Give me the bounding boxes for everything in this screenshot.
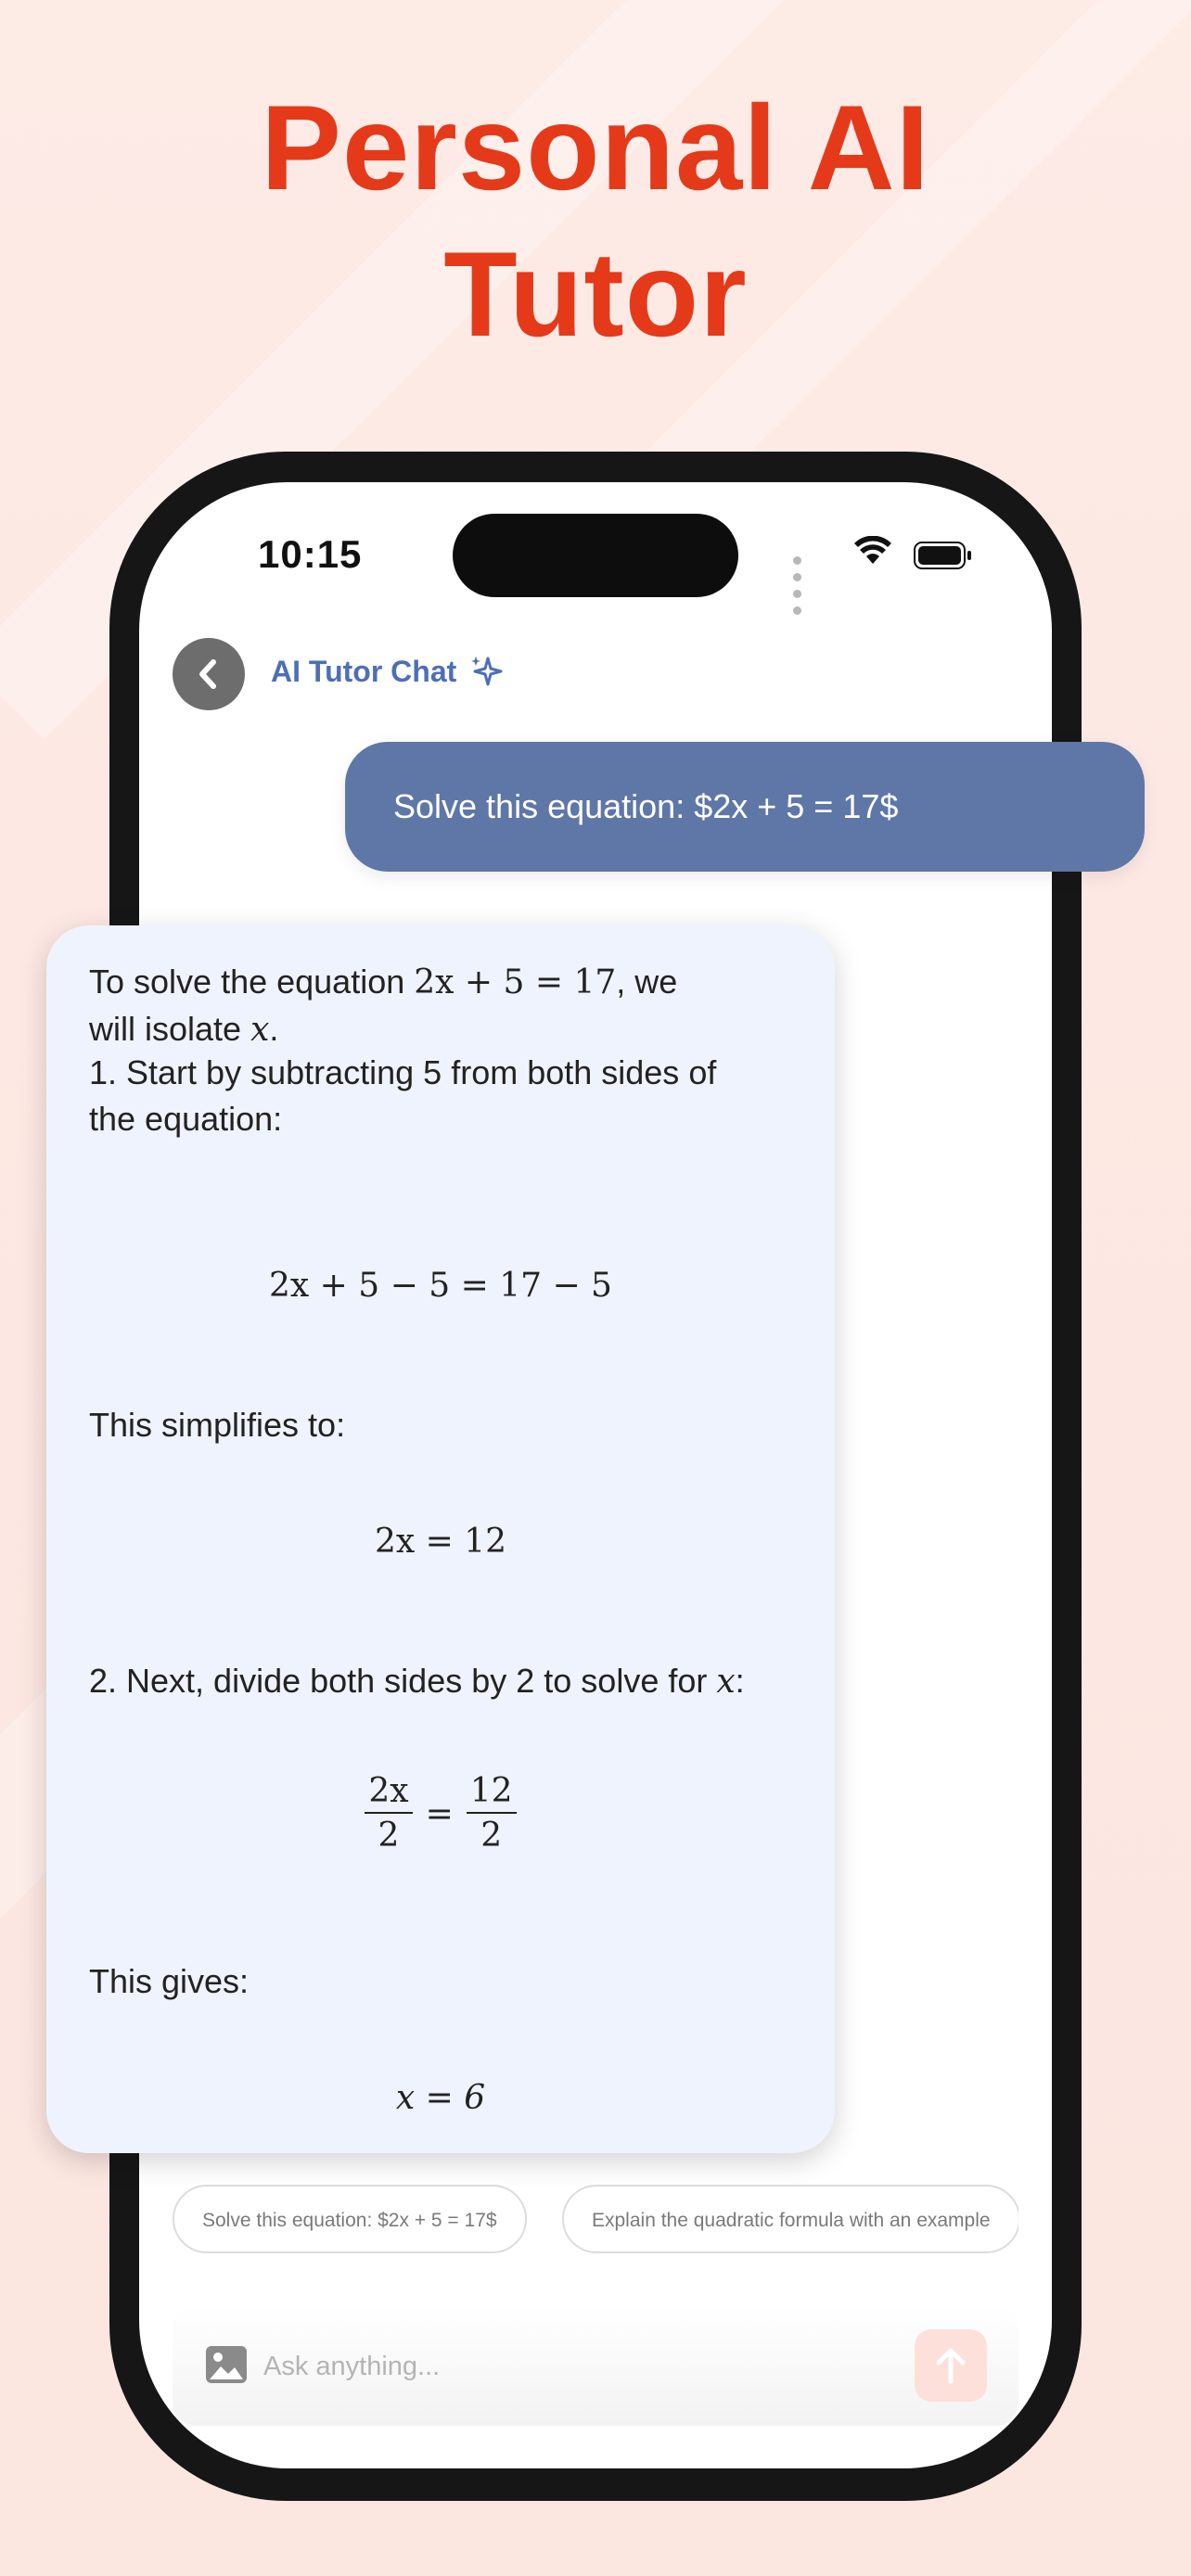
suggestion-chip[interactable]: Explain the quadratic formula with an example: [562, 2185, 1018, 2253]
ai-step1: [89, 1050, 794, 1142]
math-fraction-equation: [46, 1771, 835, 1858]
suggestion-chip[interactable]: Solve this equation: $2x + 5 = 17$: [173, 2185, 527, 2253]
fraction-left-numerator: 2x: [365, 1771, 412, 1814]
chevron-left-icon: [173, 638, 245, 710]
ai-intro-period: .: [269, 1010, 279, 1048]
ai-step2: [89, 1658, 794, 1705]
fraction-right-numerator: 12: [467, 1771, 517, 1814]
dynamic-island: [453, 514, 738, 597]
back-button[interactable]: [173, 638, 245, 710]
ai-simplifies: This simplifies to:: [89, 1406, 346, 1444]
promo-headline: [0, 74, 1191, 367]
signal-dots-icon: [793, 553, 804, 619]
chat-input-bar: [173, 2305, 1018, 2426]
ai-intro-line2: will isolate: [89, 1010, 251, 1048]
ai-message-bubble: [46, 925, 835, 2153]
sparkle-icon: [467, 653, 505, 690]
ai-intro-text-end: , we: [616, 963, 678, 1001]
fraction-left-denominator: 2: [378, 1817, 400, 1855]
fraction-right: [467, 1771, 517, 1858]
arrow-up-icon: [915, 2329, 987, 2402]
chat-title: AI Tutor Chat: [271, 655, 457, 688]
wifi-icon: [854, 536, 891, 566]
ai-step2-text: 2. Next, divide both sides by 2 to solve for: [89, 1662, 717, 1700]
user-message-bubble: Solve this equation: $2x + 5 = 17$: [345, 742, 1145, 872]
ai-gives: This gives:: [89, 1962, 250, 2000]
math-equation-1: 2x + 5 − 5 = 17 − 5: [269, 1267, 612, 1305]
status-time: 10:15: [258, 532, 363, 576]
fraction-left: [365, 1771, 412, 1858]
ai-step2-variable: x: [716, 1663, 736, 1701]
math-final-answer: x = 6: [395, 2079, 486, 2117]
image-icon[interactable]: [204, 2342, 249, 2387]
fraction-right-denominator: 2: [480, 1817, 503, 1855]
ai-step2-colon: :: [735, 1662, 745, 1700]
send-button[interactable]: [915, 2329, 987, 2402]
math-equation-2: 2x = 12: [374, 1523, 507, 1561]
battery-icon: [914, 542, 973, 569]
chat-input[interactable]: [262, 2335, 822, 2398]
ai-step1-line1: 1. Start by subtracting 5 from both sides of: [89, 1053, 717, 1091]
headline-line-1: Personal AI: [261, 80, 930, 215]
ai-intro-equation: 2x + 5 = 17: [414, 963, 617, 1001]
ai-intro: [89, 959, 794, 1053]
headline-line-2: Tutor: [443, 226, 748, 362]
ai-intro-text: To solve the equation: [89, 963, 415, 1001]
ai-step1-line2: the equation:: [89, 1100, 283, 1138]
ai-intro-variable: x: [250, 1011, 270, 1049]
suggestion-chips: [173, 2185, 1018, 2259]
fraction-equals: =: [425, 1795, 454, 1833]
